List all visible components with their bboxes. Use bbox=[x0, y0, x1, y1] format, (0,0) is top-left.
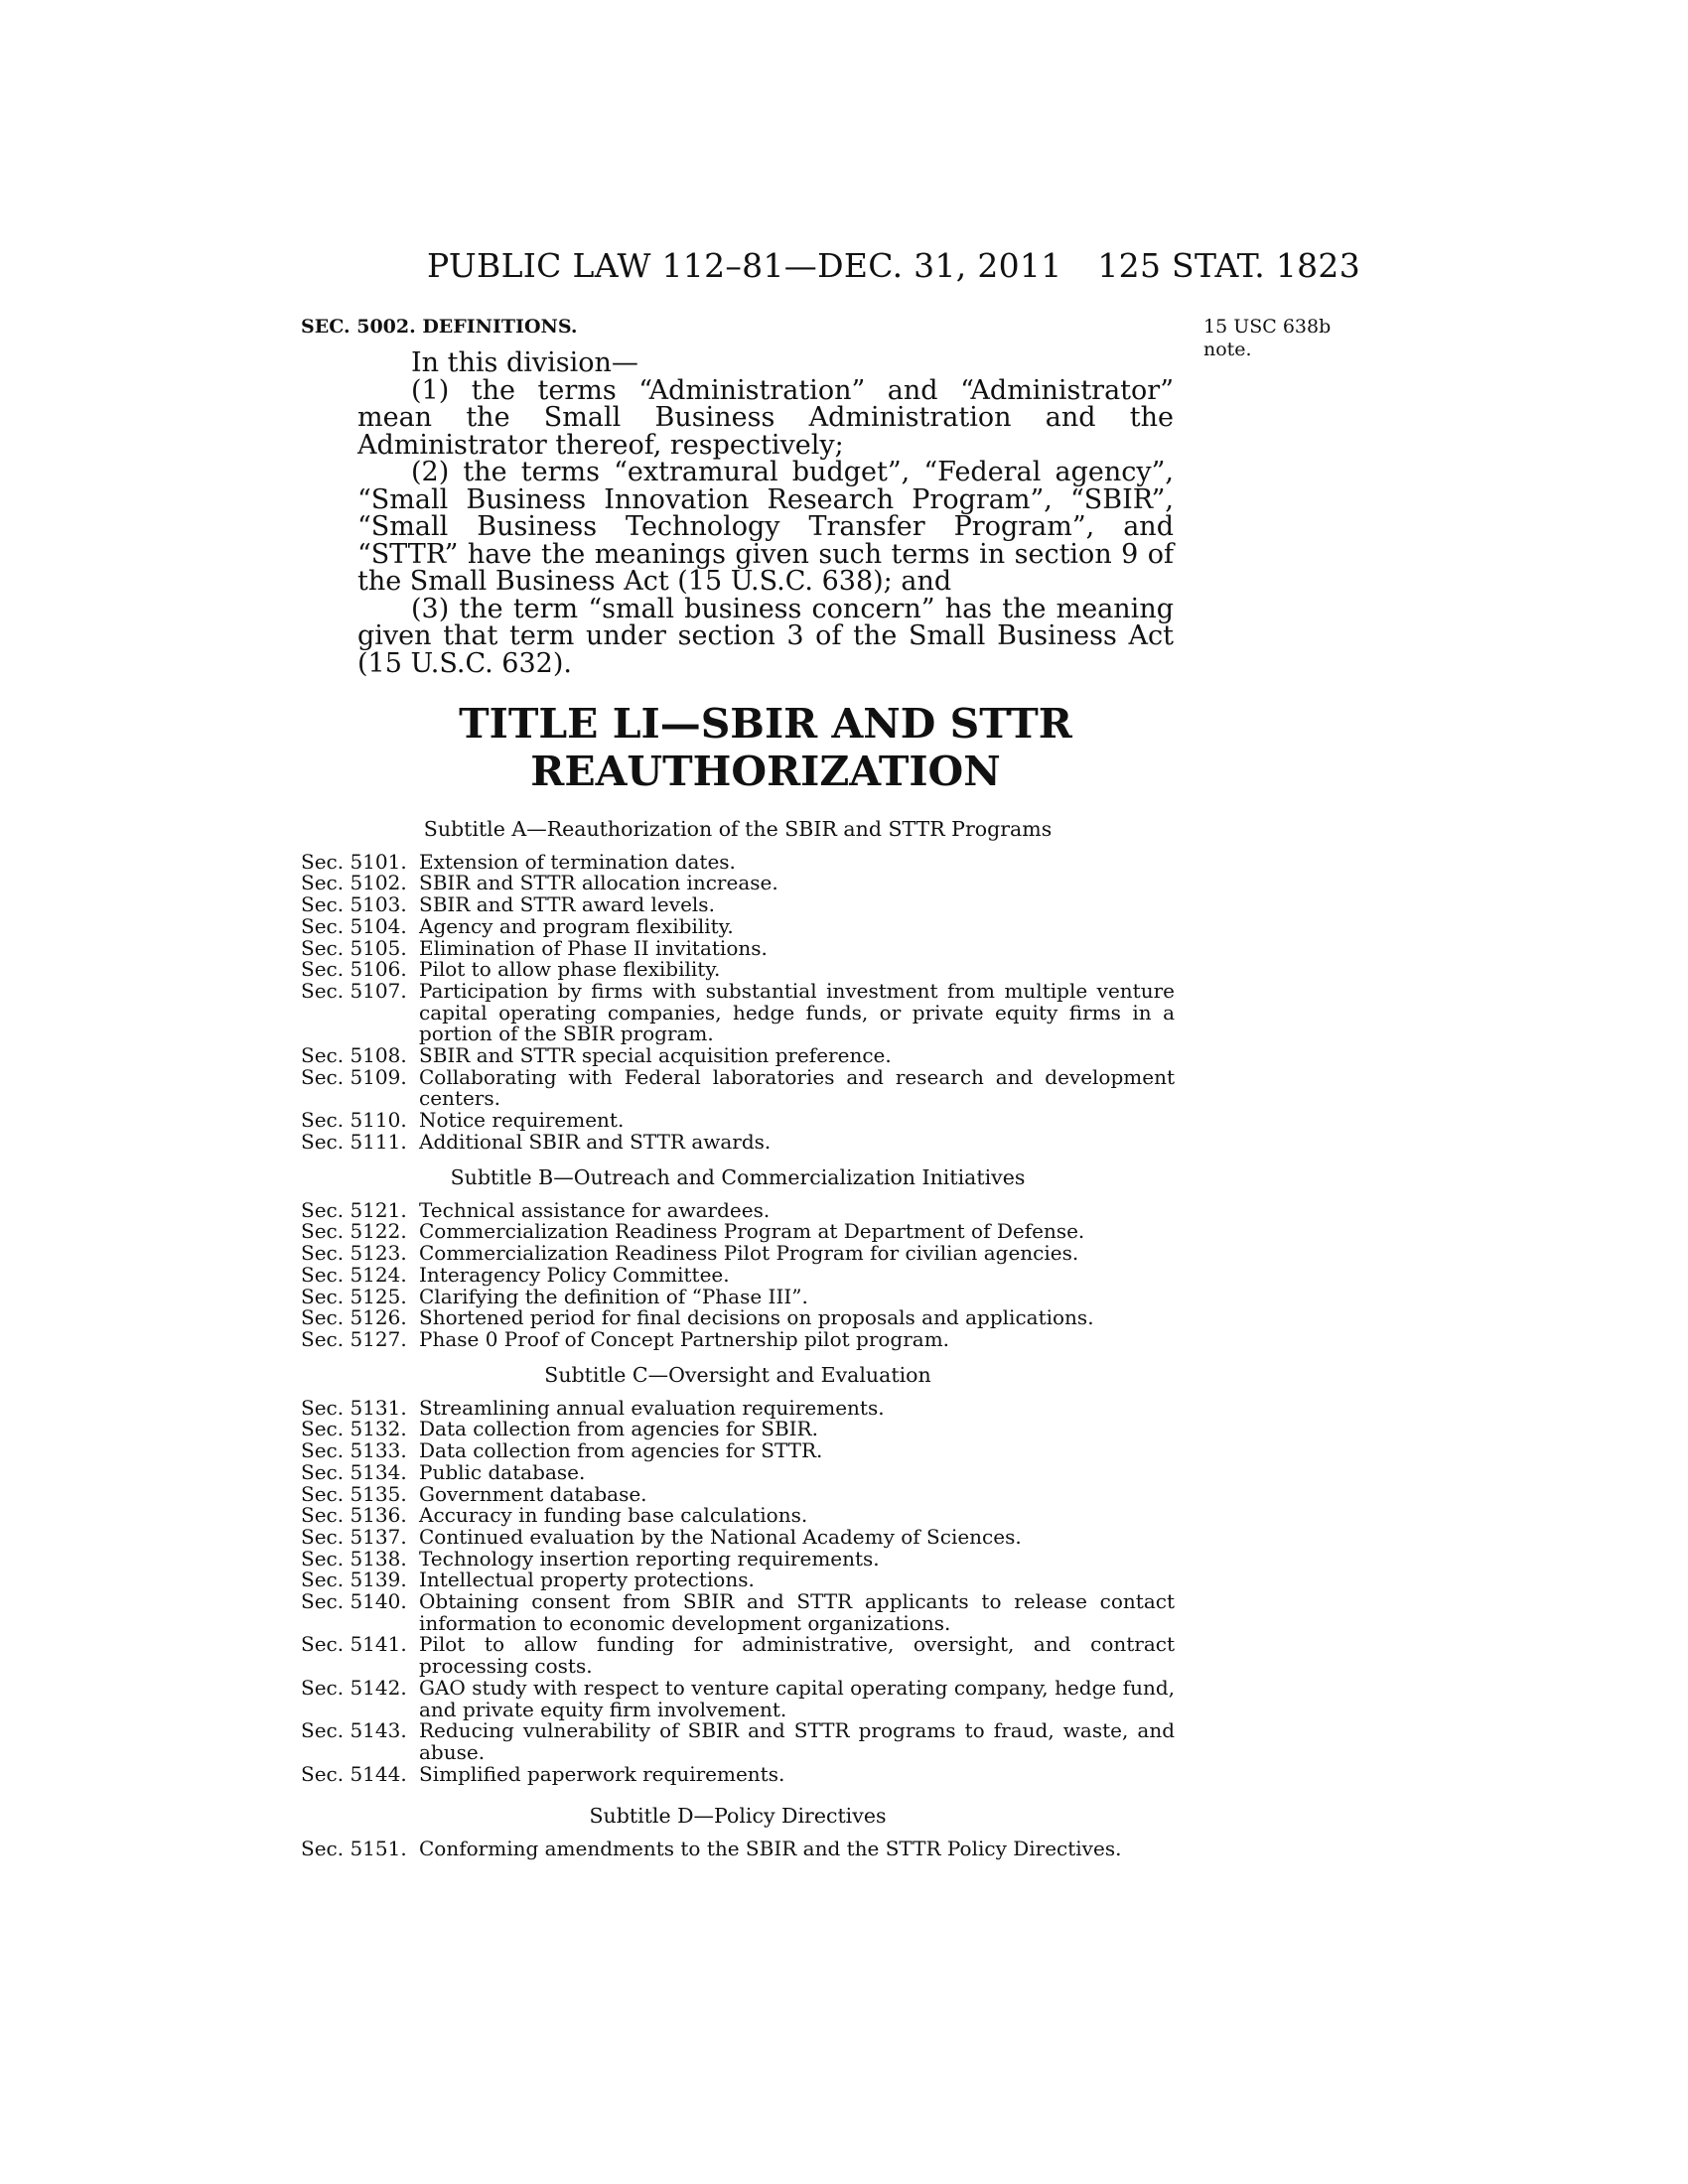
toc-section-number: Sec. 5106. bbox=[301, 957, 407, 982]
toc-section-title: Extension of termination dates. bbox=[419, 849, 736, 874]
toc-entry bbox=[301, 913, 1175, 938]
toc-section-title: Agency and program flexibility. bbox=[419, 913, 734, 938]
toc-list bbox=[301, 1395, 1175, 1786]
toc-entry bbox=[301, 1419, 1175, 1440]
toc-entry bbox=[301, 1045, 1175, 1067]
toc-section-title: Conforming amendments to the SBIR and the STTR Policy Directives. bbox=[419, 1836, 1122, 1860]
toc-section-title: Public database. bbox=[419, 1459, 586, 1484]
toc-entry bbox=[301, 1761, 1175, 1786]
toc-section-title: Simplified paperwork requirements. bbox=[419, 1761, 785, 1786]
toc-entry bbox=[301, 1440, 1175, 1462]
toc-section-title: Collaborating with Federal laboratories and research and development centers. bbox=[419, 1064, 1175, 1111]
subtitle-heading: Subtitle A—Reauthorization of the SBIR and STTR Programs bbox=[423, 817, 1053, 841]
toc-list bbox=[301, 1836, 1175, 1860]
toc-section-title: Technical assistance for awardees. bbox=[419, 1197, 771, 1222]
toc-section-title: Commercialization Readiness Program at Department of Defense. bbox=[419, 1219, 1085, 1244]
toc-section-number: Sec. 5105. bbox=[301, 935, 407, 960]
toc-entry bbox=[301, 1524, 1175, 1549]
toc-section-number: Sec. 5122. bbox=[301, 1219, 407, 1244]
toc-section-title: Phase 0 Proof of Concept Partnership pilot program. bbox=[419, 1326, 950, 1351]
toc-entry bbox=[301, 1221, 1175, 1243]
toc-entry bbox=[301, 978, 1175, 1046]
toc-section-number: Sec. 5110. bbox=[301, 1108, 407, 1133]
toc-section-title: Data collection from agencies for STTR. bbox=[419, 1438, 823, 1463]
definitions-intro: In this division— bbox=[411, 347, 638, 378]
toc-entry bbox=[301, 1481, 1175, 1506]
toc-section-title: Additional SBIR and STTR awards. bbox=[419, 1129, 772, 1154]
toc-entry bbox=[301, 959, 1175, 981]
title-line: REAUTHORIZATION bbox=[530, 748, 1001, 795]
toc-entry bbox=[301, 1836, 1175, 1860]
toc-section-number: Sec. 5142. bbox=[301, 1675, 407, 1700]
toc-section-title: Interagency Policy Committee. bbox=[419, 1262, 730, 1287]
toc-section-title: SBIR and STTR award levels. bbox=[419, 892, 715, 917]
toc-entry bbox=[301, 1591, 1175, 1634]
toc-entry bbox=[301, 1546, 1175, 1570]
margin-note-line: note. bbox=[1203, 339, 1252, 360]
toc-entry bbox=[301, 1110, 1175, 1132]
toc-section-number: Sec. 5138. bbox=[301, 1546, 407, 1570]
toc-section-number: Sec. 5133. bbox=[301, 1438, 407, 1463]
definition-item: (1) the terms “Administration” and “Administrator” mean the Small Business Administration and the Administrator thereof, respectively; bbox=[357, 374, 1174, 461]
toc-entry bbox=[301, 1129, 1175, 1154]
subtitle-heading: Subtitle C—Oversight and Evaluation bbox=[544, 1363, 931, 1387]
toc-subtitle-c bbox=[301, 1365, 1175, 1785]
toc-entry bbox=[301, 1197, 1175, 1222]
toc-list bbox=[301, 1197, 1175, 1351]
toc-section-number: Sec. 5107. bbox=[301, 978, 407, 1003]
toc-section-number: Sec. 5123. bbox=[301, 1241, 407, 1266]
toc-entry bbox=[301, 849, 1175, 874]
toc-subtitle-d bbox=[301, 1806, 1175, 1859]
toc-list bbox=[301, 849, 1175, 1154]
definition-item: (3) the term “small business concern” has the meaning given that term under section 3 of the Small Business Act (15 U.S.C. 632). bbox=[357, 593, 1174, 679]
toc-section-number: Sec. 5141. bbox=[301, 1632, 407, 1657]
toc-section-number: Sec. 5104. bbox=[301, 913, 407, 938]
section-heading: SEC. 5002. DEFINITIONS. bbox=[301, 316, 578, 338]
toc-subtitle-a bbox=[301, 819, 1175, 1154]
toc-entry bbox=[301, 1262, 1175, 1287]
toc-section-title: Continued evaluation by the National Academy of Sciences. bbox=[419, 1524, 1022, 1549]
toc-section-title: Elimination of Phase II invitations. bbox=[419, 935, 768, 960]
toc-section-title: Accuracy in funding base calculations. bbox=[419, 1503, 808, 1528]
toc-section-title: Notice requirement. bbox=[419, 1108, 625, 1133]
toc-entry bbox=[301, 873, 1175, 894]
toc-section-number: Sec. 5135. bbox=[301, 1481, 407, 1506]
toc-entry bbox=[301, 1284, 1175, 1308]
toc-section-number: Sec. 5124. bbox=[301, 1262, 407, 1287]
toc-section-title: Government database. bbox=[419, 1481, 647, 1506]
toc-section-number: Sec. 5111. bbox=[301, 1129, 407, 1154]
toc-section-number: Sec. 5131. bbox=[301, 1395, 407, 1420]
toc-section-title: Reducing vulnerability of SBIR and STTR programs to fraud, waste, and abuse. bbox=[419, 1718, 1175, 1764]
toc-section-number: Sec. 5139. bbox=[301, 1568, 407, 1592]
title-heading bbox=[357, 700, 1174, 795]
toc-section-number: Sec. 5127. bbox=[301, 1326, 407, 1351]
toc-section-number: Sec. 5134. bbox=[301, 1459, 407, 1484]
toc-section-number: Sec. 5136. bbox=[301, 1503, 407, 1528]
toc-section-title: Participation by firms with substantial investment from multiple venture capital operating companies, hedge funds, or private equity firms in a portion of the SBIR program. bbox=[419, 978, 1175, 1046]
running-header-stat: 125 STAT. 1823 bbox=[1097, 246, 1360, 285]
toc-section-title: Data collection from agencies for SBIR. bbox=[419, 1417, 818, 1441]
toc-section-title: Technology insertion reporting requirements. bbox=[419, 1546, 880, 1570]
margin-note-line: 15 USC 638b bbox=[1203, 316, 1332, 338]
title-line: TITLE LI—SBIR AND STTR bbox=[459, 700, 1072, 748]
toc-section-number: Sec. 5125. bbox=[301, 1284, 407, 1308]
toc-section-number: Sec. 5108. bbox=[301, 1043, 407, 1068]
definitions-body bbox=[357, 349, 1174, 677]
toc-section-title: SBIR and STTR special acquisition preference. bbox=[419, 1043, 892, 1068]
toc-section-title: Clarifying the definition of “Phase III”. bbox=[419, 1284, 808, 1308]
toc-section-title: Obtaining consent from SBIR and STTR applicants to release contact information to economic development organizations. bbox=[419, 1589, 1175, 1635]
toc-section-title: Streamlining annual evaluation requirements. bbox=[419, 1395, 885, 1420]
toc-section-number: Sec. 5144. bbox=[301, 1761, 407, 1786]
toc-entry bbox=[301, 1459, 1175, 1484]
toc-section-title: Intellectual property protections. bbox=[419, 1568, 755, 1592]
running-header-law: PUBLIC LAW 112–81—DEC. 31, 2011 bbox=[427, 246, 1062, 285]
subtitle-heading: Subtitle B—Outreach and Commercialization Initiatives bbox=[450, 1165, 1026, 1189]
toc-entry bbox=[301, 1720, 1175, 1763]
toc-entry bbox=[301, 1064, 1175, 1111]
toc-section-number: Sec. 5126. bbox=[301, 1305, 407, 1330]
toc-entry bbox=[301, 1243, 1175, 1265]
subtitle-heading: Subtitle D—Policy Directives bbox=[589, 1804, 887, 1828]
toc-section-number: Sec. 5109. bbox=[301, 1064, 407, 1089]
toc-entry bbox=[301, 894, 1175, 916]
toc-entry bbox=[301, 1675, 1175, 1721]
toc-section-number: Sec. 5132. bbox=[301, 1417, 407, 1441]
toc-entry bbox=[301, 935, 1175, 960]
toc-section-number: Sec. 5151. bbox=[301, 1836, 407, 1860]
toc-section-title: SBIR and STTR allocation increase. bbox=[419, 871, 778, 895]
toc-subtitle-b bbox=[301, 1167, 1175, 1351]
toc-section-number: Sec. 5137. bbox=[301, 1524, 407, 1549]
toc-entry bbox=[301, 1570, 1175, 1591]
toc-section-title: Pilot to allow funding for administrative, oversight, and contract processing costs. bbox=[419, 1632, 1175, 1679]
toc-entry bbox=[301, 1326, 1175, 1351]
toc-section-number: Sec. 5101. bbox=[301, 849, 407, 874]
toc-entry bbox=[301, 1505, 1175, 1527]
margin-note bbox=[1203, 316, 1402, 361]
toc-section-number: Sec. 5140. bbox=[301, 1589, 407, 1614]
toc-section-title: Pilot to allow phase flexibility. bbox=[419, 957, 721, 982]
toc-section-title: GAO study with respect to venture capital operating company, hedge fund, and private equity firm involvement. bbox=[419, 1675, 1175, 1721]
definition-item: (2) the terms “extramural budget”, “Federal agency”, “Small Business Innovation Research Program”, “SBIR”, “Small Business Technology Transfer Program”, and “STTR” have the meanings given such terms in section 9 of the Small Business Act (15 U.S.C. 638); and bbox=[357, 457, 1174, 597]
toc-section-number: Sec. 5121. bbox=[301, 1197, 407, 1222]
toc-section-number: Sec. 5102. bbox=[301, 871, 407, 895]
toc-entry bbox=[301, 1634, 1175, 1677]
toc-section-number: Sec. 5103. bbox=[301, 892, 407, 917]
toc-section-title: Shortened period for final decisions on proposals and applications. bbox=[419, 1305, 1094, 1330]
toc-section-number: Sec. 5143. bbox=[301, 1718, 407, 1743]
toc-entry bbox=[301, 1307, 1175, 1329]
toc-entry bbox=[301, 1395, 1175, 1420]
toc-section-title: Commercialization Readiness Pilot Program for civilian agencies. bbox=[419, 1241, 1079, 1266]
